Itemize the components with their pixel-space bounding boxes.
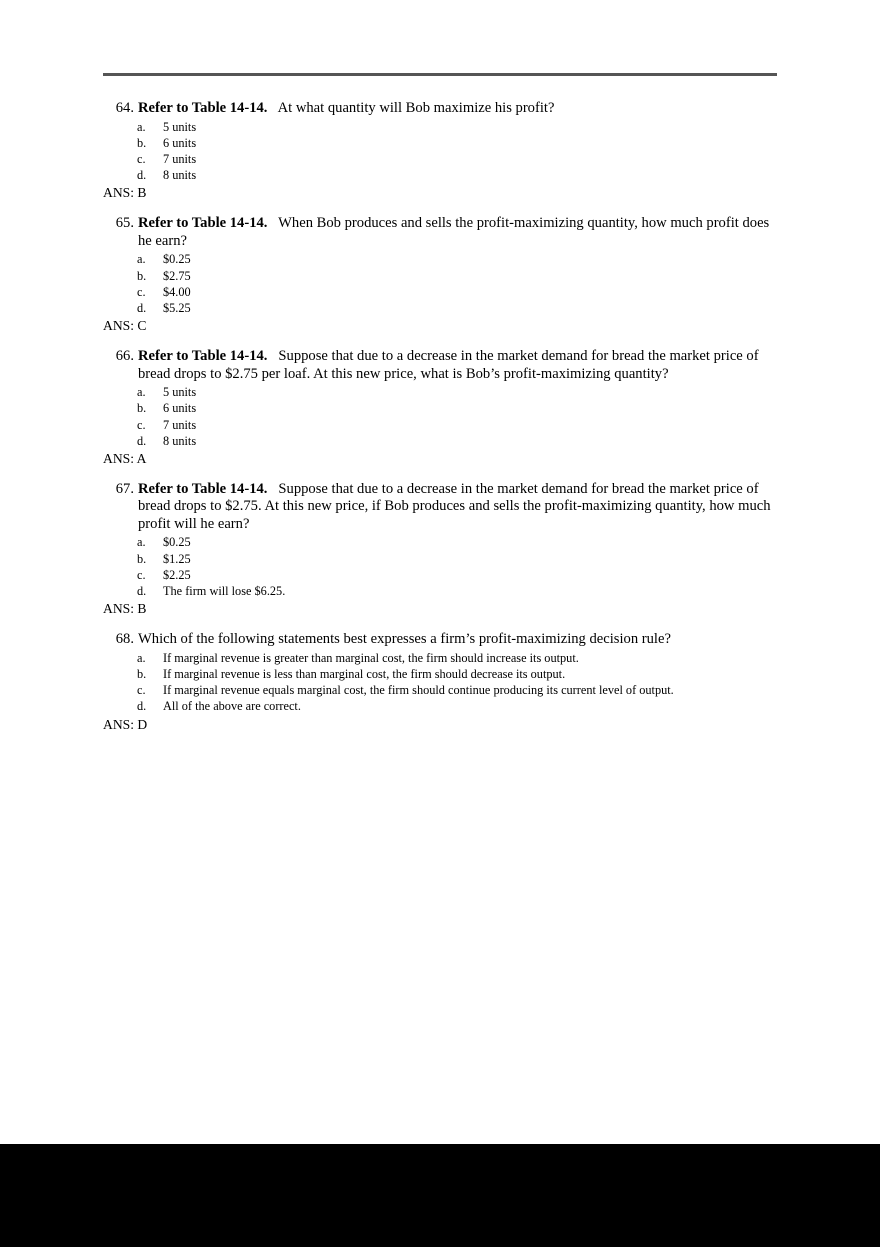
answer-option-letter: d. (137, 433, 147, 448)
answer-option[interactable] (0, 433, 880, 449)
question-number: 65. (115, 215, 134, 232)
answer-option[interactable] (0, 534, 880, 550)
answer-option-text: $4.00 (163, 284, 191, 299)
answer-option-list (0, 534, 880, 599)
answer-option-letter: b. (137, 666, 147, 681)
answer-option-letter: c. (137, 151, 146, 166)
answer-option-text: $1.25 (163, 551, 191, 566)
question-body: When Bob produces and sells the profit-maximizing quantity, how much profit does he earn? (138, 215, 770, 249)
answer-option-letter: a. (137, 119, 146, 134)
question-text (0, 481, 880, 534)
question-body: Suppose that due to a decrease in the market demand for bread the market price of bread drops to $2.75 per loaf. At this new price, what is Bob’s profit-maximizing quantity? (138, 348, 759, 382)
question-text (0, 100, 880, 118)
answer-option-list (0, 650, 880, 715)
answer-option-letter: a. (137, 252, 146, 267)
answer-option-text: $0.25 (163, 252, 191, 267)
answer-option-text: 6 units (163, 135, 197, 150)
question-text (0, 348, 880, 383)
answer-option-letter: b. (137, 268, 147, 283)
answer-option-list (0, 384, 880, 449)
answer-option-text: If marginal revenue equals marginal cost, the firm should continue producing its current level of output. (163, 683, 674, 698)
question-number: 66. (115, 348, 134, 365)
question-block (0, 631, 880, 732)
answer-option-text: 5 units (163, 385, 197, 400)
question-text (0, 215, 880, 250)
answer-option[interactable] (0, 300, 880, 316)
answer-key-line: ANS: B (103, 185, 147, 201)
answer-option-letter: c. (137, 683, 146, 698)
answer-option-text: $5.25 (163, 300, 191, 315)
answer-option[interactable] (0, 119, 880, 135)
question-body: Which of the following statements best expresses a firm’s profit-maximizing decision rule? (138, 631, 671, 648)
question-number: 68. (115, 631, 134, 648)
answer-option-text: All of the above are correct. (163, 699, 301, 714)
answer-option[interactable] (0, 682, 880, 698)
answer-option[interactable] (0, 135, 880, 151)
question-block (0, 481, 880, 617)
answer-option-letter: b. (137, 135, 147, 150)
answer-option[interactable] (0, 400, 880, 416)
answer-option-letter: c. (137, 284, 146, 299)
answer-key-line: ANS: C (103, 318, 147, 334)
answer-option-letter: a. (137, 535, 146, 550)
answer-option-letter: d. (137, 168, 147, 183)
answer-option-list (0, 251, 880, 316)
answer-option-letter: c. (137, 567, 146, 582)
question-number: 64. (115, 100, 134, 116)
answer-option[interactable] (0, 384, 880, 400)
answer-option-text: 8 units (163, 433, 197, 448)
answer-option-letter: b. (137, 551, 147, 566)
answer-key-line: ANS: B (103, 601, 147, 617)
answer-option-text: 8 units (163, 168, 197, 183)
question-reference-prefix: Refer to Table 14-14. (138, 100, 268, 116)
answer-option-text: $0.25 (163, 535, 191, 550)
answer-option[interactable] (0, 251, 880, 267)
question-body: Suppose that due to a decrease in the market demand for bread the market price of bread drops to $2.75. At this new price, if Bob produces and sells the profit-maximizing quantity, how much profit will he earn? (138, 480, 771, 532)
answer-key-line: ANS: A (103, 450, 147, 466)
header-divider-rule (103, 73, 777, 76)
answer-option[interactable] (0, 698, 880, 714)
answer-option-letter: c. (137, 417, 146, 432)
question-list (0, 100, 880, 733)
answer-option-letter: d. (137, 584, 147, 599)
page-bottom-black-band (0, 1144, 880, 1247)
answer-option-text: 7 units (163, 151, 197, 166)
question-text (0, 631, 880, 649)
answer-option-text: The firm will lose $6.25. (163, 584, 286, 599)
question-number: 67. (115, 480, 134, 497)
answer-option[interactable] (0, 151, 880, 167)
answer-option-text: 7 units (163, 417, 197, 432)
answer-option-text: 6 units (163, 401, 197, 416)
question-block (0, 215, 880, 334)
answer-option[interactable] (0, 417, 880, 433)
question-block (0, 100, 880, 201)
answer-option-text: 5 units (163, 119, 197, 134)
answer-option-text: If marginal revenue is greater than marginal cost, the firm should increase its output. (163, 650, 579, 665)
answer-option-letter: d. (137, 300, 147, 315)
question-reference-prefix: Refer to Table 14-14. (138, 215, 268, 232)
answer-option-letter: a. (137, 650, 146, 665)
answer-option[interactable] (0, 567, 880, 583)
answer-option-letter: b. (137, 401, 147, 416)
answer-option-text: $2.75 (163, 268, 191, 283)
answer-key-line: ANS: D (103, 716, 148, 732)
answer-option[interactable] (0, 551, 880, 567)
answer-option[interactable] (0, 268, 880, 284)
answer-option[interactable] (0, 284, 880, 300)
question-body: At what quantity will Bob maximize his profit? (277, 100, 555, 116)
answer-option-letter: d. (137, 699, 147, 714)
answer-option[interactable] (0, 650, 880, 666)
question-block (0, 348, 880, 467)
question-reference-prefix: Refer to Table 14-14. (138, 348, 268, 365)
question-reference-prefix: Refer to Table 14-14. (138, 480, 268, 497)
answer-option[interactable] (0, 583, 880, 599)
answer-option-text: If marginal revenue is less than marginal cost, the firm should decrease its output. (163, 666, 566, 681)
answer-option-list (0, 119, 880, 184)
answer-option[interactable] (0, 167, 880, 183)
answer-option[interactable] (0, 666, 880, 682)
answer-option-text: $2.25 (163, 567, 191, 582)
answer-option-letter: a. (137, 385, 146, 400)
